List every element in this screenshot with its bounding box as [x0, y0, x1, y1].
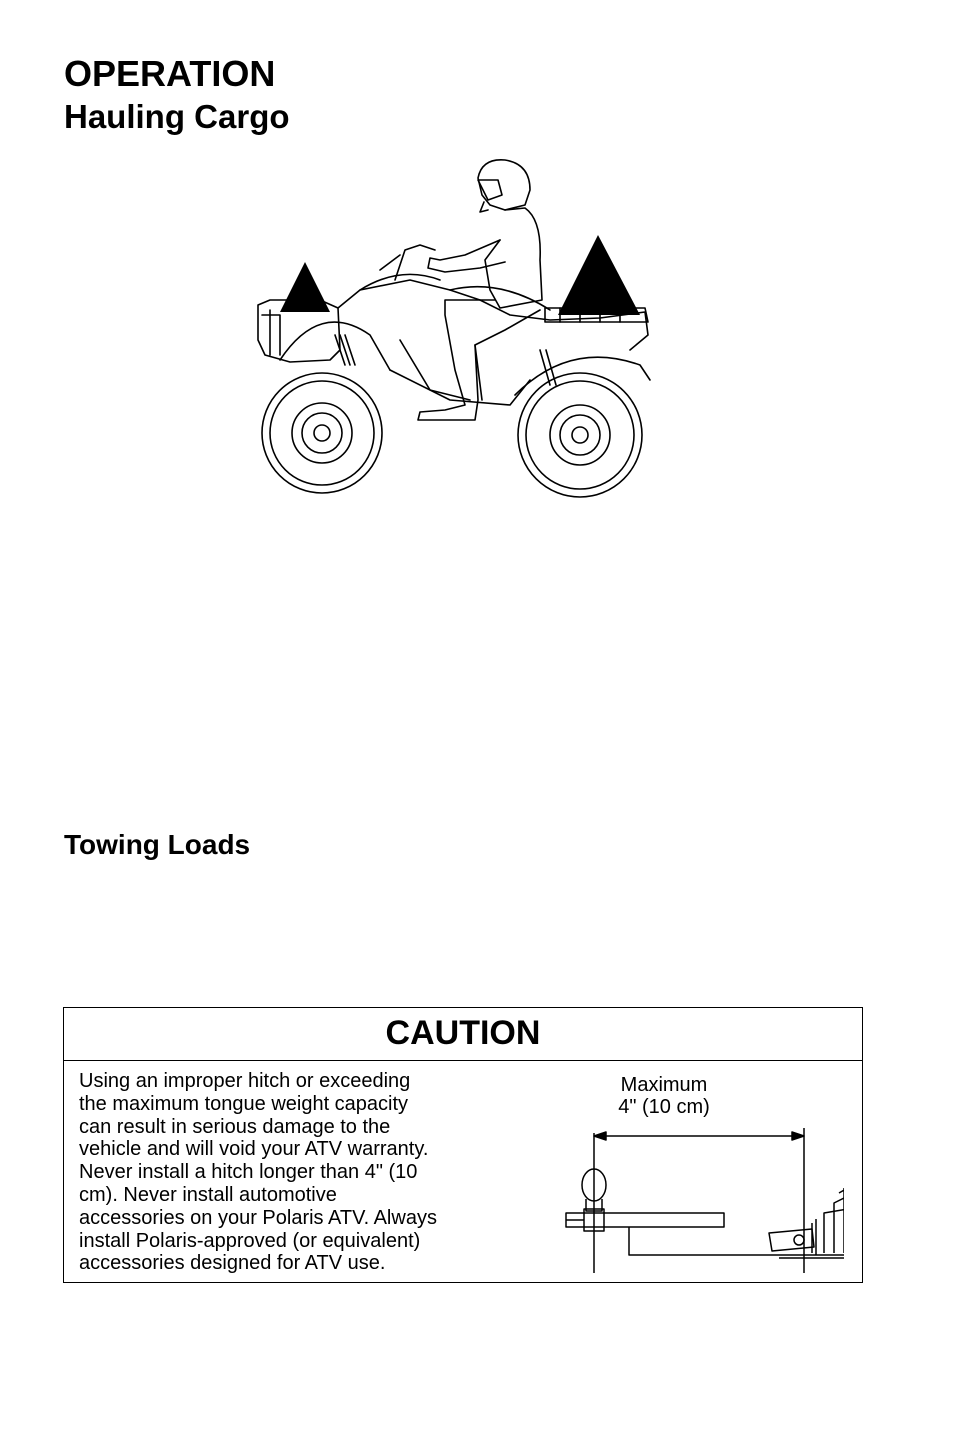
- front-load-triangle: [280, 262, 330, 312]
- hitch-label-line1: Maximum: [620, 1074, 708, 1096]
- rear-load-triangle: [558, 235, 640, 315]
- hitch-label-line2: 4" (10 cm): [618, 1096, 710, 1118]
- page-title: Hauling Cargo: [64, 98, 290, 135]
- section-title: OPERATION: [64, 53, 276, 94]
- caution-text: Using an improper hitch or exceeding the maximum tongue weight capacity can result in serious damage to the vehicle and will void your ATV warranty. Never install a hitch longer than 4" (10 cm). Never install automotive accessories on your Polaris ATV. Always install Polaris-approved (or equivalent) accessories designed for ATV use.: [79, 1070, 437, 1275]
- caution-box: [63, 1007, 863, 1283]
- hitch-dimension-label: [604, 1074, 724, 1118]
- towing-heading: Towing Loads: [64, 829, 251, 860]
- hitch-diagram: [554, 1123, 844, 1278]
- caution-title: CAUTION: [64, 1008, 862, 1061]
- atv-rider-illustration: [250, 150, 670, 500]
